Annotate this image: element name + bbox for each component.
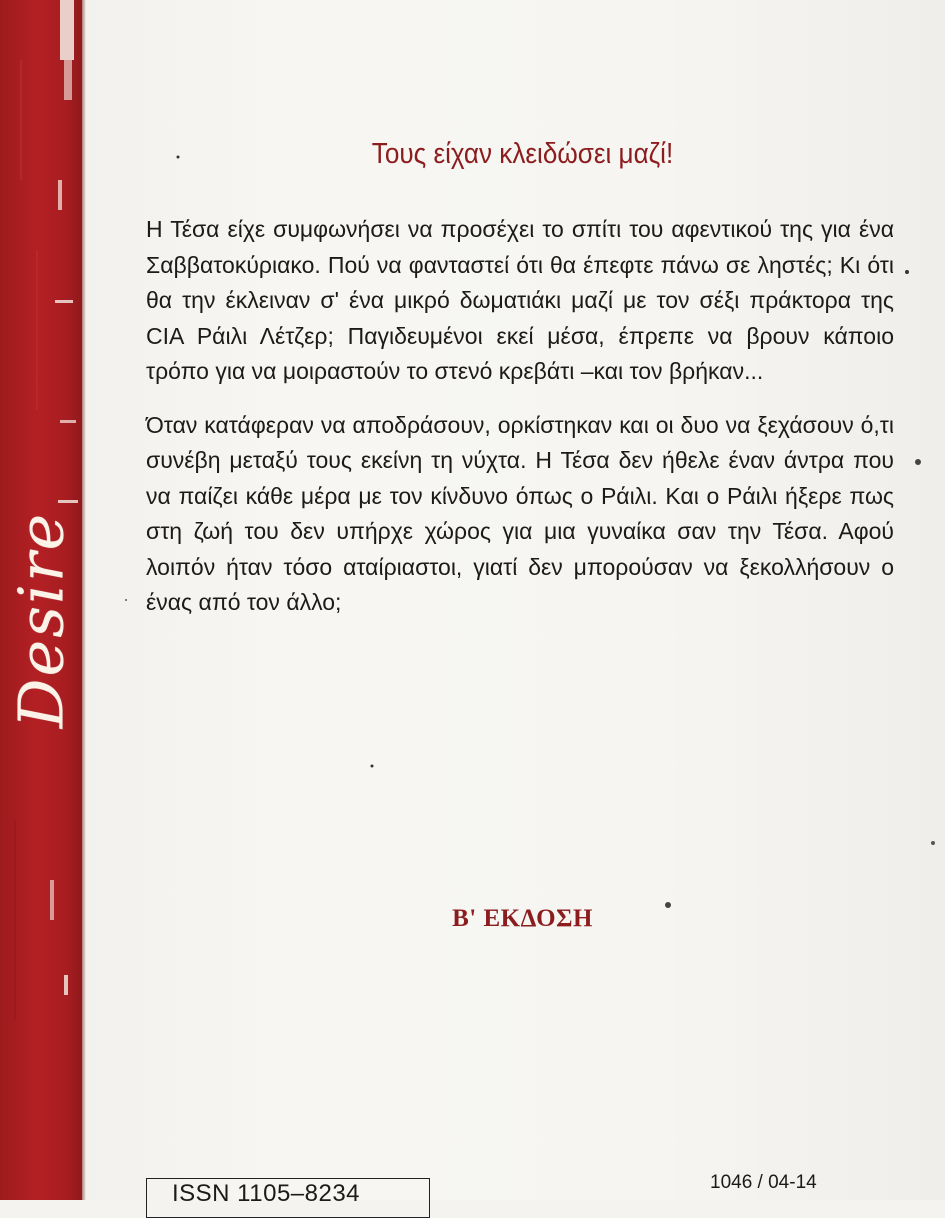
back-cover-headline: Τους είχαν κλειδώσει μαζί! — [371, 138, 674, 170]
issn-number: ISSN 1105–8234 — [172, 1180, 361, 1207]
catalog-code: 1046 / 04-14 — [710, 1172, 817, 1193]
spine-shadow-edge — [82, 0, 86, 1200]
brand-logo — [0, 440, 82, 800]
brand-logo-text: Desire — [4, 511, 78, 729]
edition-label: Β' ΕΚΔΟΣΗ — [452, 905, 593, 932]
synopsis-text — [146, 212, 894, 621]
synopsis-paragraph: Η Τέσα είχε συμφωνήσει να προσέχει το σπίτι του αφεντικού της για ένα Σαββατοκύριακο. Πού να φανταστεί ότι θα έπεφτε πάνω σε ληστές; Κι ότι θα την έκλειναν σ' ένα μικρό δωματιάκι μαζί με τον σέξι πράκτορα της CIA Ράιλι Λέτζερ; Παγιδευμένοι εκεί μέσα, έπρεπε να βρουν κάποιο τρόπο για να μοιραστούν το στενό κρεβάτι –και τον βρήκαν... — [146, 216, 894, 384]
synopsis-paragraph: Όταν κατάφεραν να αποδράσουν, ορκίστηκαν και οι δυο να ξεχάσουν ό,τι συνέβη μεταξύ τους εκείνη τη νύχτα. Η Τέσα δεν ήθελε έναν άντρα που να παίζει κάθε μέρα με τον κίνδυνο όπως ο Ράιλι. Και ο Ράιλι ήξερε πως στη ζωή του δεν υπήρχε χώρος για μια γυναίκα σαν την Τέσα. Αφού λοιπόν ήταν τόσο αταίριαστοι, γιατί δεν μπορούσαν να ξεκολλήσουν ο ένας από τον άλλο; — [146, 411, 894, 615]
